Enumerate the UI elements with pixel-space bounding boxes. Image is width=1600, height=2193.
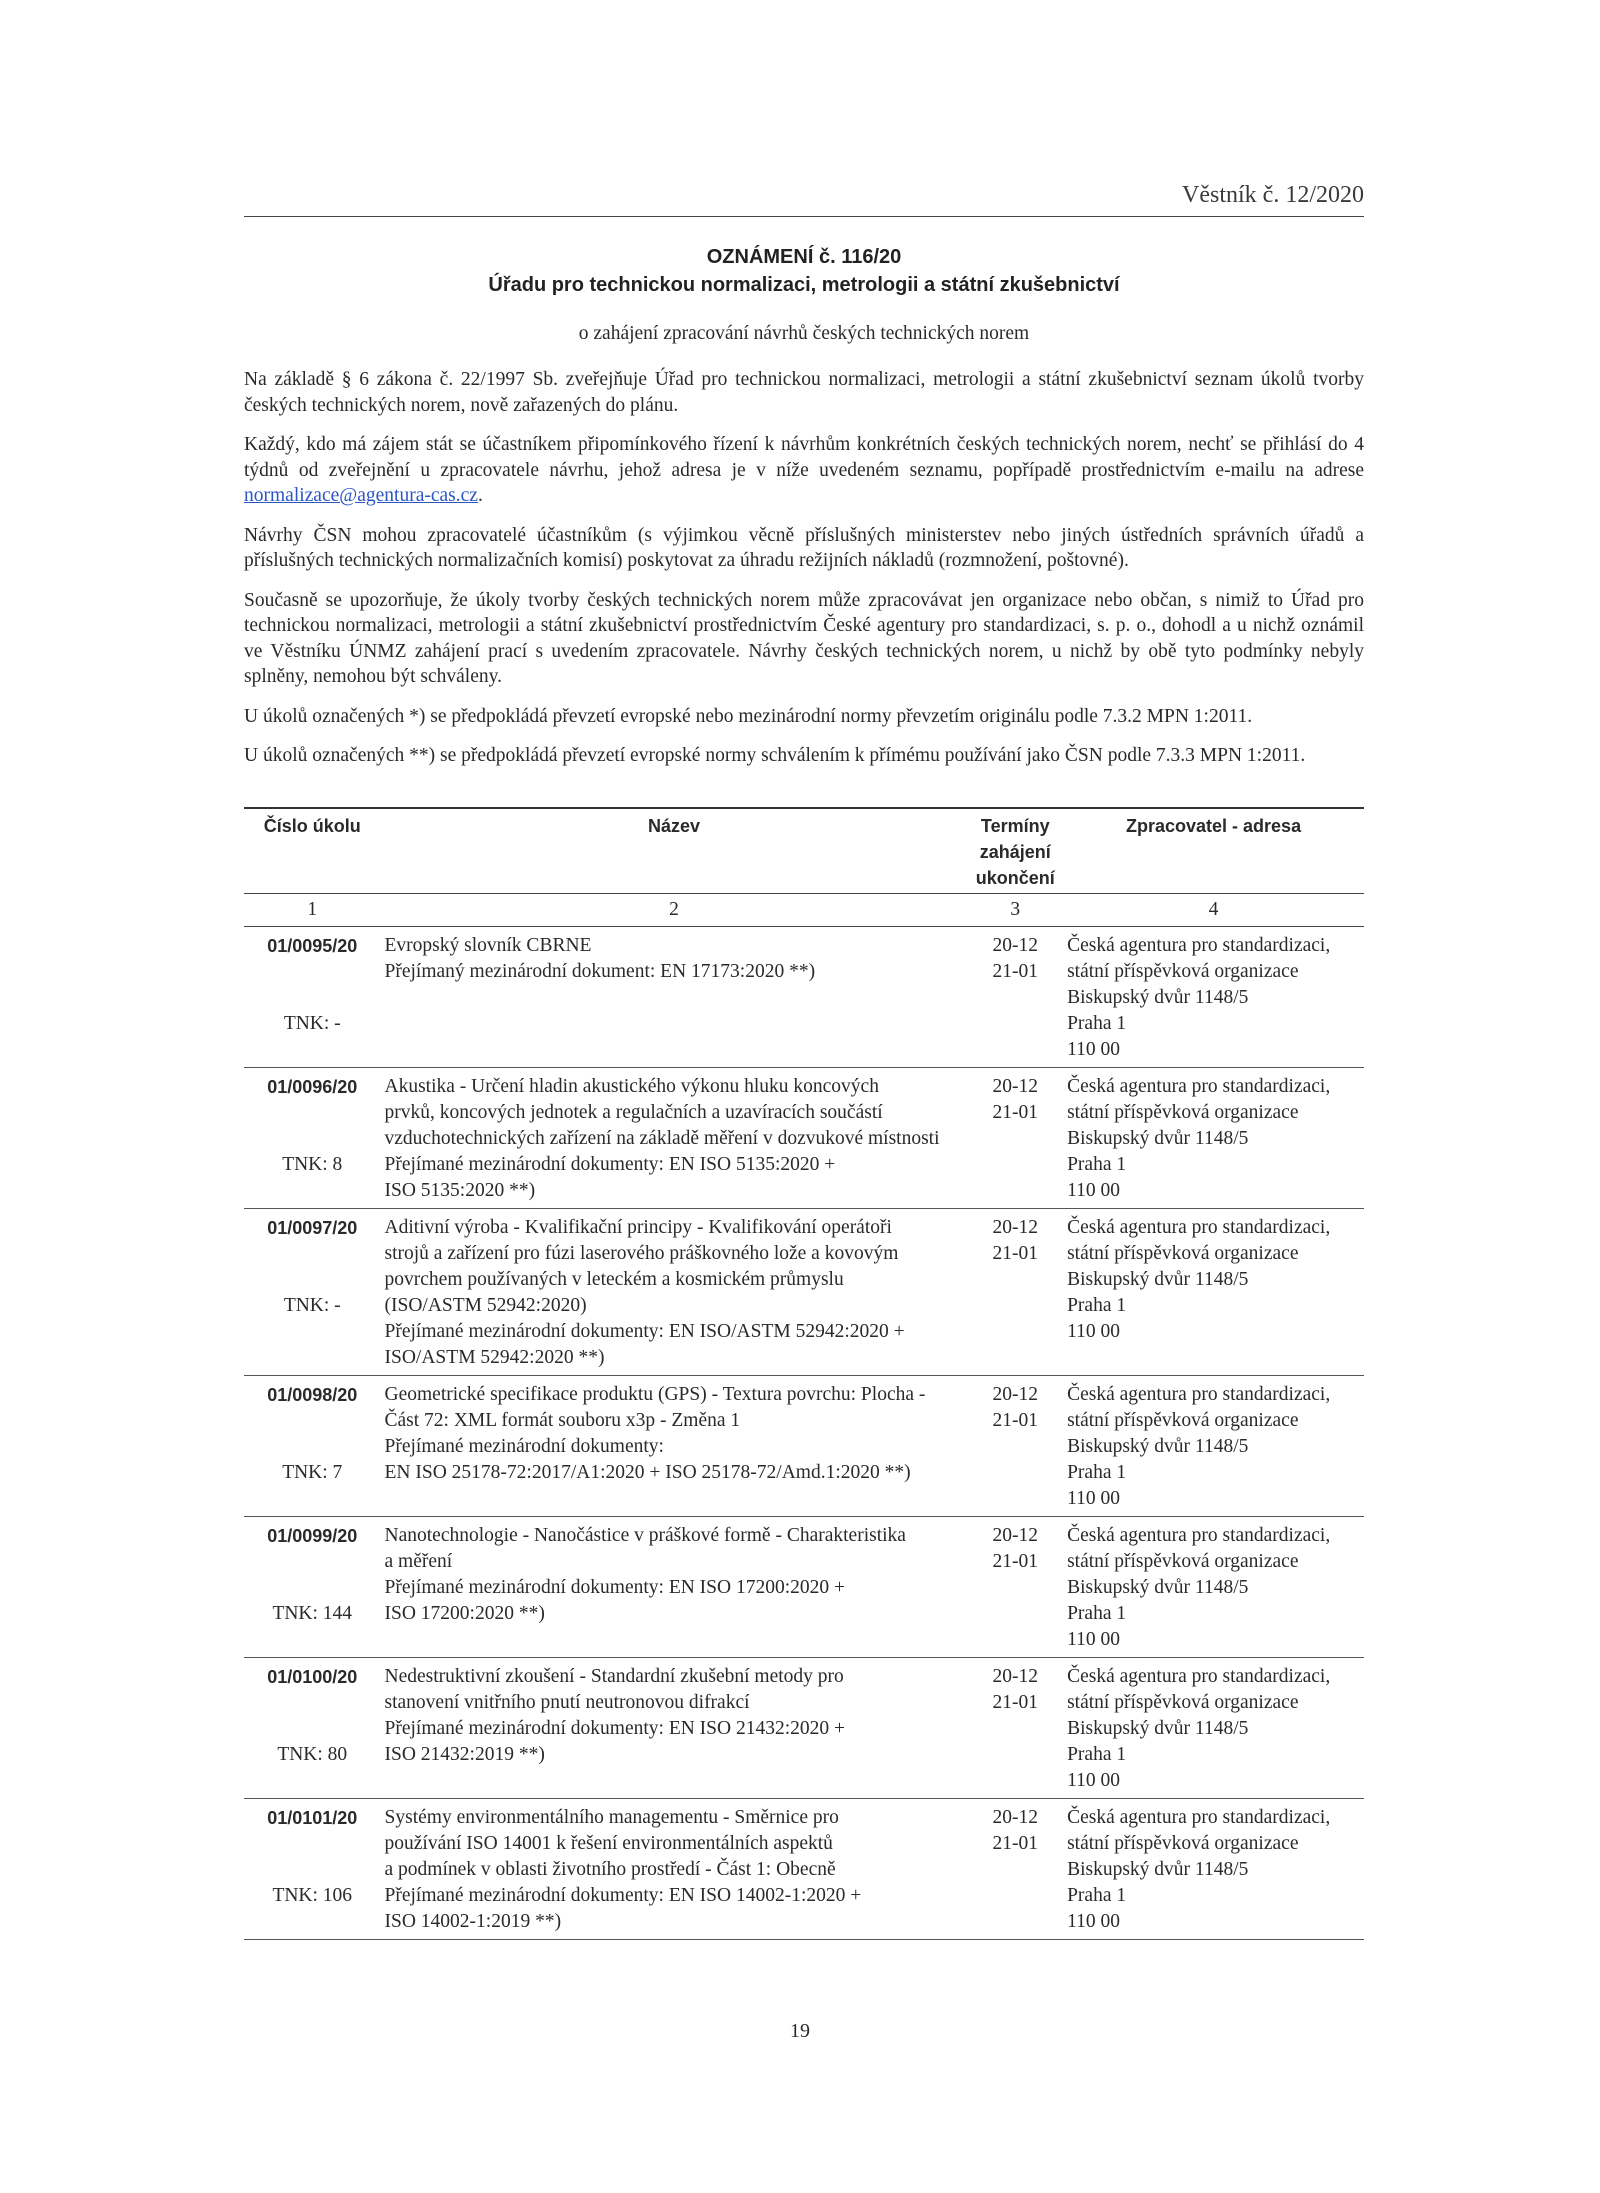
address-line: Česká agentura pro standardizaci, (1067, 1806, 1331, 1828)
address-line: státní příspěvková organizace (1067, 1550, 1299, 1572)
address-line: státní příspěvková organizace (1067, 1101, 1299, 1123)
task-terms-cell (967, 1067, 1063, 1208)
task-terms-cell (967, 926, 1063, 1067)
header-processor-address: Zpracovatel - adresa (1063, 808, 1364, 894)
processor-address-cell (1063, 1657, 1364, 1798)
table-header-row (244, 808, 1364, 894)
address-line: Praha 1 (1067, 1012, 1127, 1034)
task-name-cell (381, 1208, 968, 1375)
address-line: 110 00 (1067, 1320, 1120, 1342)
task-name-line: povrchem používaných v leteckém a kosmickém průmyslu (384, 1268, 844, 1290)
paragraph-drafts: Návrhy ČSN mohou zpracovatelé účastníkům (s výjimkou věcně příslušných ministerstev nebo jiných ústředních správních úřadů a příslušných technických normalizačních komisí) poskytovat za úhradu režijních nákladů (rozmnožení, poštovné). (244, 524, 1364, 571)
table-row (244, 1067, 1364, 1208)
address-line: Česká agentura pro standardizaci, (1067, 1524, 1331, 1546)
task-number-cell (244, 926, 381, 1067)
task-name-line: Přejímané mezinárodní dokumenty: (384, 1435, 664, 1457)
address-line: 110 00 (1067, 1910, 1120, 1932)
task-number-cell (244, 1516, 381, 1657)
task-name-line: Evropský slovník CBRNE (384, 934, 592, 956)
table-row (244, 1516, 1364, 1657)
processor-address-cell (1063, 926, 1364, 1067)
paragraph-double-star: U úkolů označených **) se předpokládá převzetí evropské normy schválením k přímému používání jako ČSN podle 7.3.3 MPN 1:2011. (244, 745, 1306, 766)
table-row (244, 1208, 1364, 1375)
term-start: 20-12 (992, 1075, 1038, 1097)
task-name-cell (381, 1798, 968, 1939)
header-name: Název (381, 808, 968, 894)
task-name-line: vzduchotechnických zařízení na základě měření v dozvukové místnosti (384, 1127, 940, 1149)
processor-address-cell (1063, 1067, 1364, 1208)
column-number-4: 4 (1063, 893, 1364, 926)
term-end: 21-01 (992, 1242, 1038, 1264)
document-page (244, 180, 1364, 1940)
task-name-cell (381, 1657, 968, 1798)
task-terms-cell (967, 1657, 1063, 1798)
task-number-cell (244, 1375, 381, 1516)
email-link[interactable]: normalizace@agentura-cas.cz (244, 485, 478, 506)
task-name-line: (ISO/ASTM 52942:2020) (384, 1294, 587, 1316)
address-line: Česká agentura pro standardizaci, (1067, 1665, 1331, 1687)
address-line: Česká agentura pro standardizaci, (1067, 1216, 1331, 1238)
task-name-line: stanovení vnitřního pnutí neutronovou difrakcí (384, 1691, 750, 1713)
task-number-cell (244, 1798, 381, 1939)
task-name-line: používání ISO 14001 k řešení environmentálních aspektů (384, 1832, 833, 1854)
task-id: 01/0101/20 (267, 1807, 358, 1828)
address-line: Česká agentura pro standardizaci, (1067, 934, 1331, 956)
table-row (244, 1798, 1364, 1939)
tnk-label: TNK: 144 (272, 1602, 353, 1624)
paragraph-participation-end: . (477, 485, 483, 506)
title-line-2: Úřadu pro technickou normalizaci, metrologii a státní zkušebnictví (488, 274, 1120, 296)
tnk-label: TNK: 106 (272, 1884, 353, 1906)
task-name-line: Přejímané mezinárodní dokumenty: EN ISO 14002-1:2020 + (384, 1884, 862, 1906)
header-terms-line-3: ukončení (975, 867, 1055, 888)
page-number: 19 (790, 2020, 810, 2042)
task-terms-cell (967, 1516, 1063, 1657)
term-end: 21-01 (992, 1409, 1038, 1431)
task-terms-cell (967, 1208, 1063, 1375)
task-number-cell (244, 1657, 381, 1798)
task-name-line: Aditivní výroba - Kvalifikační principy - Kvalifikování operátoři (384, 1216, 892, 1238)
term-start: 20-12 (992, 1665, 1038, 1687)
task-name-line: a podmínek v oblasti životního prostředí - Část 1: Obecně (384, 1858, 836, 1880)
address-line: 110 00 (1067, 1179, 1120, 1201)
address-line: Biskupský dvůr 1148/5 (1067, 1717, 1249, 1739)
address-line: Biskupský dvůr 1148/5 (1067, 1576, 1249, 1598)
task-name-line: Systémy environmentálního managementu - Směrnice pro (384, 1806, 839, 1828)
address-line: Praha 1 (1067, 1461, 1127, 1483)
task-name-cell (381, 1067, 968, 1208)
table-row (244, 926, 1364, 1067)
term-end: 21-01 (992, 1691, 1038, 1713)
task-name-line: ISO 14002-1:2019 **) (384, 1910, 562, 1932)
term-end: 21-01 (992, 960, 1038, 982)
header-terms (967, 808, 1063, 894)
address-line: státní příspěvková organizace (1067, 1691, 1299, 1713)
address-line: státní příspěvková organizace (1067, 960, 1299, 982)
tasks-table (244, 807, 1364, 1940)
term-end: 21-01 (992, 1832, 1038, 1854)
task-name-line: EN ISO 25178-72:2017/A1:2020 + ISO 25178-72/Amd.1:2020 **) (384, 1461, 911, 1483)
address-line: 110 00 (1067, 1038, 1120, 1060)
address-line: Praha 1 (1067, 1884, 1127, 1906)
address-line: 110 00 (1067, 1628, 1120, 1650)
task-number-cell (244, 1067, 381, 1208)
task-name-cell (381, 1375, 968, 1516)
task-id: 01/0098/20 (267, 1384, 358, 1405)
address-line: Praha 1 (1067, 1602, 1127, 1624)
term-end: 21-01 (992, 1550, 1038, 1572)
table-body (244, 926, 1364, 1939)
task-id: 01/0097/20 (267, 1217, 358, 1238)
tnk-label: TNK: 7 (282, 1461, 343, 1483)
address-line: 110 00 (1067, 1769, 1120, 1791)
task-id: 01/0096/20 (267, 1076, 358, 1097)
paragraph-legal-basis: Na základě § 6 zákona č. 22/1997 Sb. zveřejňuje Úřad pro technickou normalizaci, metrologii a státní zkušebnictví seznam úkolů tvorby českých technických norem, nově zařazených do plánu. (244, 369, 1364, 416)
address-line: 110 00 (1067, 1487, 1120, 1509)
task-name-line: ISO/ASTM 52942:2020 **) (384, 1346, 605, 1368)
processor-address-cell (1063, 1208, 1364, 1375)
task-name-line: ISO 21432:2019 **) (384, 1743, 545, 1765)
address-line: Česká agentura pro standardizaci, (1067, 1383, 1331, 1405)
table-column-numbers (244, 893, 1364, 926)
header-task-number: Číslo úkolu (244, 808, 381, 894)
table-row (244, 1375, 1364, 1516)
task-terms-cell (967, 1375, 1063, 1516)
task-id: 01/0100/20 (267, 1666, 358, 1687)
address-line: Biskupský dvůr 1148/5 (1067, 1435, 1249, 1457)
tnk-label: TNK: 80 (277, 1743, 348, 1765)
task-name-cell (381, 1516, 968, 1657)
task-name-line: ISO 17200:2020 **) (384, 1602, 545, 1624)
address-line: Biskupský dvůr 1148/5 (1067, 1268, 1249, 1290)
paragraph-participation-text: Každý, kdo má zájem stát se účastníkem připomínkového řízení k návrhům konkrétních českých technických norem, nechť se přihlásí do 4 týdnů od zveřejnění u zpracovatele návrhu, jehož adresa je v níže uvedeném seznamu, popřípadě prostřednictvím e-mailu na adrese (244, 434, 1364, 481)
task-name-line: Akustika - Určení hladin akustického výkonu hluku koncových (384, 1075, 879, 1097)
task-name-line: Přejímané mezinárodní dokumenty: EN ISO/ASTM 52942:2020 + (384, 1320, 905, 1342)
address-line: Biskupský dvůr 1148/5 (1067, 1127, 1249, 1149)
term-start: 20-12 (992, 1524, 1038, 1546)
address-line: Česká agentura pro standardizaci, (1067, 1075, 1331, 1097)
announcement-subtitle: o zahájení zpracování návrhů českých technických norem (578, 323, 1030, 344)
column-number-1: 1 (244, 893, 381, 926)
task-name-line: Nedestruktivní zkoušení - Standardní zkušební metody pro (384, 1665, 844, 1687)
task-name-line: Nanotechnologie - Nanočástice v práškové formě - Charakteristika (384, 1524, 906, 1546)
task-name-line: a měření (384, 1550, 453, 1572)
task-name-line: Přejímané mezinárodní dokumenty: EN ISO 17200:2020 + (384, 1576, 846, 1598)
processor-address-cell (1063, 1375, 1364, 1516)
journal-header: Věstník č. 12/2020 (1182, 182, 1364, 208)
processor-address-cell (1063, 1798, 1364, 1939)
task-name-line: Přejímaný mezinárodní dokument: EN 17173:2020 **) (384, 960, 816, 982)
header-terms-line-2: zahájení (979, 841, 1051, 862)
term-start: 20-12 (992, 1806, 1038, 1828)
paragraph-single-star: U úkolů označených *) se předpokládá převzetí evropské nebo mezinárodní normy převzetím originálu podle 7.3.2 MPN 1:2011. (244, 705, 1253, 727)
term-end: 21-01 (992, 1101, 1038, 1123)
header-rule (244, 216, 1364, 217)
task-id: 01/0095/20 (267, 935, 358, 956)
column-number-2: 2 (381, 893, 968, 926)
task-name-line: prvků, koncových jednotek a regulačních a uzavíracích součástí (384, 1101, 883, 1123)
task-id: 01/0099/20 (267, 1525, 358, 1546)
tnk-label: TNK: - (283, 1294, 341, 1316)
task-terms-cell (967, 1798, 1063, 1939)
term-start: 20-12 (992, 1216, 1038, 1238)
paragraph-notice: Současně se upozorňuje, že úkoly tvorby českých technických norem může zpracovávat jen organizace nebo občan, s nimiž to Úřad pro technickou normalizaci, metrologii a státní zkušebnictví prostřednictvím České agentury pro standardizaci, s. p. o., dohodl a u nichž oznámil ve Věstníku ÚNMZ zahájení prací s uvedením zpracovatele. Návrhy českých technických norem, u nichž by obě tyto podmínky nebyly splněny, nemohou být schváleny. (244, 589, 1364, 687)
address-line: Praha 1 (1067, 1153, 1127, 1175)
tnk-label: TNK: 8 (282, 1153, 343, 1175)
address-line: státní příspěvková organizace (1067, 1409, 1299, 1431)
task-name-line: Geometrické specifikace produktu (GPS) - Textura povrchu: Plocha - (384, 1383, 926, 1405)
address-line: Praha 1 (1067, 1294, 1127, 1316)
paragraph-participation (244, 432, 1364, 509)
header-terms-line-1: Termíny (980, 815, 1050, 836)
task-name-line: Přejímané mezinárodní dokumenty: EN ISO 21432:2020 + (384, 1717, 846, 1739)
address-line: Biskupský dvůr 1148/5 (1067, 986, 1249, 1008)
tnk-label: TNK: - (283, 1012, 341, 1034)
term-start: 20-12 (992, 934, 1038, 956)
term-start: 20-12 (992, 1383, 1038, 1405)
task-name-line: Část 72: XML formát souboru x3p - Změna 1 (384, 1409, 741, 1431)
processor-address-cell (1063, 1516, 1364, 1657)
title-line-1: OZNÁMENÍ č. 116/20 (706, 246, 902, 268)
task-name-line: strojů a zařízení pro fúzi laserového práškovného lože a kovovým (384, 1242, 899, 1264)
announcement-title (244, 243, 1364, 299)
task-name-line: ISO 5135:2020 **) (384, 1179, 536, 1201)
address-line: státní příspěvková organizace (1067, 1832, 1299, 1854)
table-row (244, 1657, 1364, 1798)
address-line: Praha 1 (1067, 1743, 1127, 1765)
task-number-cell (244, 1208, 381, 1375)
task-name-cell (381, 926, 968, 1067)
address-line: Biskupský dvůr 1148/5 (1067, 1858, 1249, 1880)
task-name-line: Přejímané mezinárodní dokumenty: EN ISO 5135:2020 + (384, 1153, 836, 1175)
address-line: státní příspěvková organizace (1067, 1242, 1299, 1264)
column-number-3: 3 (967, 893, 1063, 926)
